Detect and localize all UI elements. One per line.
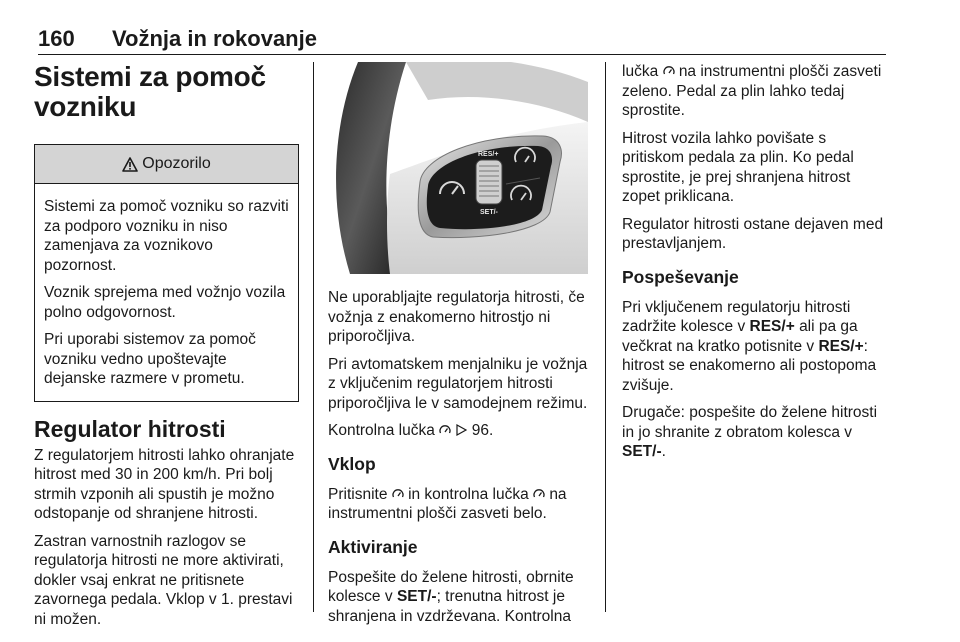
control-label: RES/+ — [818, 337, 864, 355]
text-run: : hitrost se enakomerno ali postopoma zvišuje. — [622, 337, 877, 394]
text-run: Kontrolna lučka — [328, 422, 435, 439]
subheading: Pospeševanje — [622, 266, 739, 287]
section-heading: Regulator hitrosti — [34, 415, 226, 442]
column-2 — [328, 62, 592, 634]
column-3 — [622, 62, 888, 470]
body-paragraph — [622, 298, 888, 396]
cruise-control-icon — [533, 488, 545, 500]
text-run: Pritisnite — [328, 485, 388, 503]
text-run: 96. — [471, 422, 494, 439]
warning-triangle-icon — [122, 157, 138, 172]
body-paragraph — [328, 421, 592, 441]
section-title: Sistemi za pomoč vozniku — [34, 61, 266, 122]
warning-box — [34, 144, 299, 402]
text-run: ; trenutna hitrost je shranjena in vzdrževana. Kontrolna — [328, 588, 571, 625]
warning-body — [35, 184, 298, 401]
text-run: na instrumentni plošči zasveti zeleno. Pedal za plin lahko tedaj sprostite. — [622, 63, 882, 119]
steering-wheel-image — [328, 62, 588, 274]
text-run: Pri vključenem regulatorju hitrosti zadržite kolesce v — [622, 298, 851, 335]
text-run: lučka — [622, 63, 659, 80]
set-label: SET/- — [480, 209, 498, 216]
text-run: . — [661, 443, 666, 460]
column-divider — [313, 62, 314, 612]
cruise-control-icon — [392, 488, 404, 500]
subheading: Vklop — [328, 453, 376, 474]
body-paragraph: Regulator hitrosti ostane dejaven med prestavljanjem. — [622, 215, 884, 252]
body-paragraph: Zastran varnostnih razlogov se regulatorja hitrosti ne more aktivirati, dokler vsaj enkrat ne pritisnete zavornega pedala. Vklop v 1. prestavi ni možen. — [34, 532, 293, 628]
control-label: SET/- — [622, 443, 662, 460]
column-divider — [605, 62, 606, 612]
steering-wheel-illustration — [328, 62, 588, 274]
body-paragraph: Ne uporabljajte regulatorja hitrosti, če vožnja z enakomerno hitrostjo ni priporočljiva. — [328, 289, 585, 345]
body-paragraph: Hitrost vozila lahko povišate s pritiskom pedala za plin. Ko pedal sprostite, je prej shranjena hitrost zopet priklicana. — [622, 129, 854, 205]
cruise-control-icon — [439, 424, 451, 436]
res-label: RES/+ — [478, 151, 499, 158]
text-run: ali pa ga večkrat na kratko potisnite v — [622, 318, 858, 355]
control-label: RES/+ — [749, 318, 795, 335]
body-paragraph — [328, 568, 592, 627]
body-paragraph: Z regulatorjem hitrosti lahko ohranjate hitrost med 30 in 200 km/h. Pri bolj strmih vzponih ali spustih je možno odstopanje od shranjene hitrosti. — [34, 446, 295, 522]
text-run: Pospešite do želene hitrosti, obrnite kolesce v — [328, 568, 574, 605]
page-number: 160 — [38, 26, 75, 51]
warning-paragraph: Sistemi za pomoč vozniku so razviti za podporo vozniku in niso zamenjava za voznikovo pozornost. — [44, 198, 289, 274]
page-header — [38, 24, 886, 55]
control-label: SET/- — [396, 588, 437, 605]
warning-paragraph: Pri uporabi sistemov za pomoč vozniku vedno upoštevajte dejanske razmere v prometu. — [44, 331, 256, 387]
body-paragraph — [622, 62, 888, 121]
warning-header — [35, 145, 298, 184]
body-paragraph — [328, 485, 592, 524]
column-1 — [34, 62, 300, 637]
text-run: in kontrolna lučka — [408, 485, 529, 503]
body-paragraph: Pri avtomatskem menjalniku je vožnja z vključenim regulatorjem hitrosti priporočljiva le v samodejnem režimu. — [328, 355, 588, 412]
chapter-title: Vožnja in rokovanje — [112, 26, 317, 51]
body-paragraph — [622, 403, 888, 462]
warning-label: Opozorilo — [142, 155, 211, 172]
text-run: na instrumentni plošči zasveti belo. — [328, 485, 567, 522]
warning-paragraph: Voznik sprejema med vožnjo vozila polno odgovornost. — [44, 284, 286, 321]
subheading: Aktiviranje — [328, 536, 418, 557]
page-reference-icon — [455, 424, 467, 436]
text-run: Drugače: pospešite do želene hitrosti in jo shranite z obratom kolesca v — [622, 404, 878, 441]
cruise-control-icon — [663, 65, 675, 77]
